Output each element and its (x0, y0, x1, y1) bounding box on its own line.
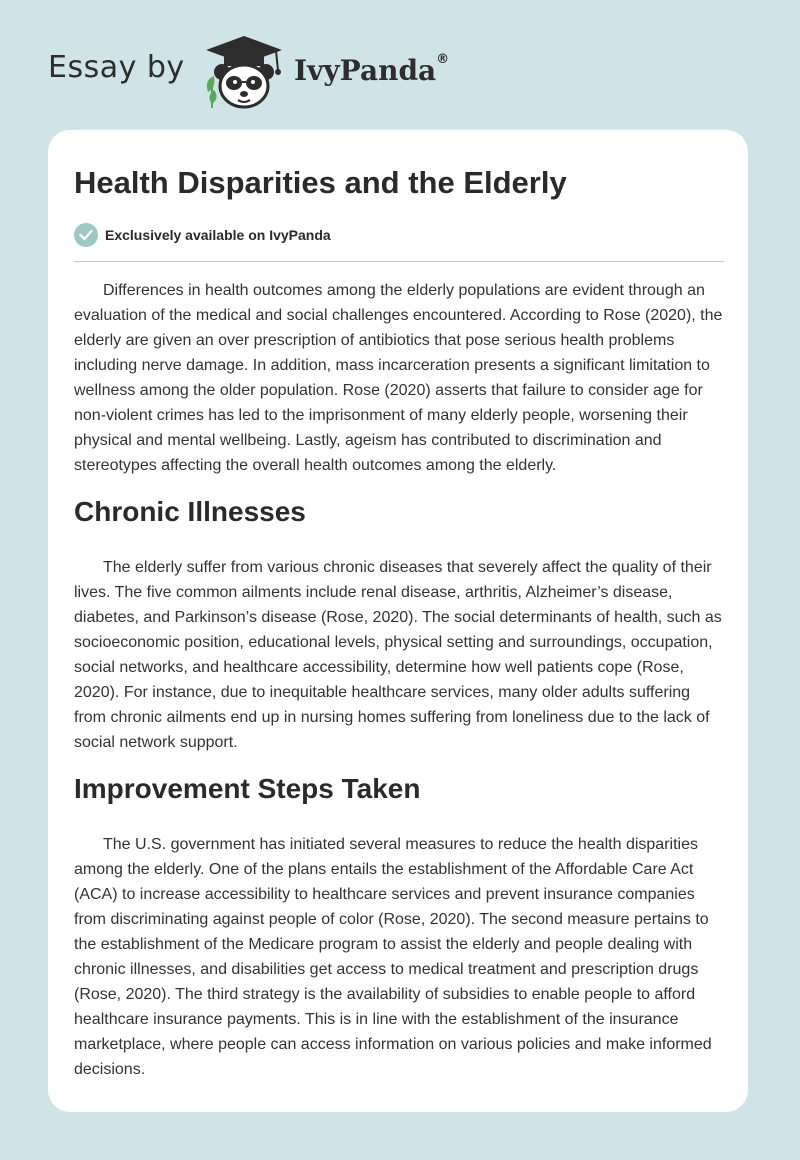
intro-paragraph: Differences in health outcomes among the elderly populations are evident through an evaluation of the medical and social challenges encountered. According to Rose (2020), the elderly are given an over prescription of antibiotics that pose serious health problems including nerve damage. In addition, mass incarceration presents a significant limitation to wellness among the older population. Rose (2020) asserts that failure to consider age for non-violent crimes has led to the imprisonment of many elderly people, worsening their physical and mental wellbeing. Lastly, ageism has contributed to discrimination and stereotypes affecting the overall health outcomes among the elderly. (74, 282, 723, 474)
divider (74, 261, 724, 262)
section-heading-improvement-steps: Improvement Steps Taken (74, 773, 421, 804)
site-header (0, 0, 800, 130)
badge-label: Exclusively available on IvyPanda (105, 227, 331, 243)
page-title: Health Disparities and the Elderly (74, 165, 567, 200)
essay-card (48, 130, 748, 1112)
brand-name[interactable] (294, 54, 449, 87)
panda-graduate-logo-icon[interactable] (202, 34, 286, 110)
section-body-improvement-steps: The U.S. government has initiated several measures to reduce the health disparities among the elderly. One of the plans entails the establishment of the Affordable Care Act (ACA) to increase accessibility to healthcare services and prevent insurance companies from discriminating against people of color (Rose, 2020). The second measure pertains to the establishment of the Medicare program to assist the elderly and people dealing with chronic illnesses, and disabilities get access to medical treatment and prescription drugs (Rose, 2020). The third strategy is the availability of subsidies to enable people to afford healthcare insurance payments. This is in line with the establishment of the insurance marketplace, where people can access information on various policies and make informed decisions. (74, 836, 712, 1078)
registered-mark: ® (436, 52, 450, 67)
brand-text: IvyPanda (294, 54, 437, 87)
check-circle-icon (74, 223, 98, 247)
section-body-chronic-illnesses: The elderly suffer from various chronic diseases that severely affect the quality of their lives. The five common ailments include renal disease, arthritis, Alzheimer’s disease, diabetes, and Parkinson’s disease (Rose, 2020). The social determinants of health, such as socioeconomic position, educational levels, physical setting and surroundings, occupation, social networks, and healthcare accessibility, determine how well patients cope (Rose, 2020). For instance, due to inequitable healthcare services, many older adults suffering from chronic ailments end up in nursing homes suffering from loneliness due to the lack of social network support. (74, 559, 722, 751)
exclusive-badge (74, 223, 331, 247)
essay-by-label: Essay by (48, 50, 185, 85)
section-heading-chronic-illnesses: Chronic Illnesses (74, 496, 306, 527)
